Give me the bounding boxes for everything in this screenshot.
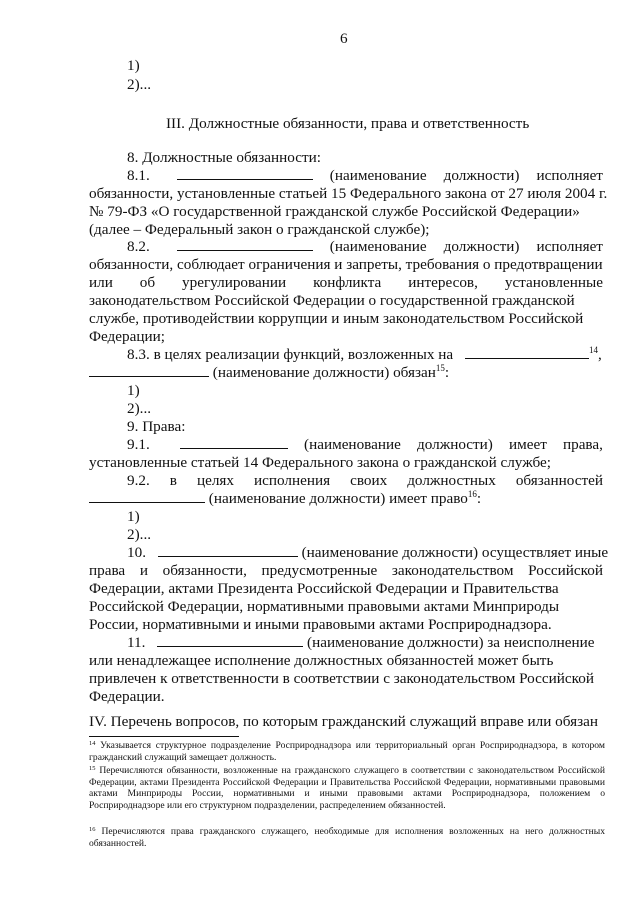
list-item: 1) bbox=[127, 382, 140, 399]
footnote-ref: 14 bbox=[588, 345, 598, 355]
text-line bbox=[89, 562, 603, 580]
blank-line bbox=[158, 544, 298, 557]
text-line bbox=[89, 490, 481, 508]
text-line: (наименование должности) имеет право bbox=[208, 490, 468, 507]
text-line: привлечен к ответственности в соответствии с законодательством Российской bbox=[89, 670, 594, 687]
text-line: России, нормативными и иными правовыми актами Росприроднадзора. bbox=[89, 616, 552, 633]
text-word: целях bbox=[196, 472, 234, 489]
item-number: 9.2. bbox=[127, 472, 150, 489]
item-number: 8.2. bbox=[127, 238, 150, 255]
punctuation: : bbox=[476, 490, 482, 507]
blank-line bbox=[177, 167, 313, 180]
footnote-text: Перечисляются права гражданского служащего, необходимые для исполнения возложенных на него должностных обязанностей. bbox=[89, 826, 605, 849]
item-number: 10. bbox=[127, 544, 146, 561]
text-word: (наименование bbox=[329, 238, 427, 255]
text-word: имеет bbox=[508, 436, 547, 453]
text-word: обязанности, bbox=[162, 562, 247, 579]
text-word: (наименование bbox=[304, 436, 401, 453]
page-number: 6 bbox=[340, 30, 348, 47]
text-word: в bbox=[169, 472, 177, 489]
text-word: или bbox=[89, 274, 113, 291]
text-word: должности) bbox=[443, 238, 520, 255]
item-number: 11. bbox=[127, 634, 146, 651]
text-line: (далее – Федеральный закон о гражданской службе); bbox=[89, 221, 430, 238]
text-line: установленные статьей 14 Федерального закона о гражданской службе; bbox=[89, 454, 551, 471]
text-line: № 79-ФЗ «О государственной гражданской службе Российской Федерации» bbox=[89, 203, 580, 220]
paragraph-8-1 bbox=[127, 167, 603, 185]
footnote-ref: 15 bbox=[435, 363, 445, 373]
section-title: IV. Перечень вопросов, по которым гражданский служащий вправе или обязан bbox=[89, 713, 598, 730]
text-line: Российской Федерации, нормативными правовыми актами Минприроды bbox=[89, 598, 560, 615]
text-line bbox=[89, 364, 449, 382]
footnote bbox=[89, 826, 605, 849]
text-word: (наименование bbox=[329, 167, 427, 184]
text-word: исполняет bbox=[536, 167, 603, 184]
paragraph-heading: 9. Права: bbox=[127, 418, 186, 435]
list-item: 1) bbox=[127, 57, 140, 74]
footnote bbox=[89, 740, 605, 763]
text-word: должности) bbox=[417, 436, 493, 453]
text-word: и bbox=[139, 562, 148, 579]
list-item: 2)... bbox=[127, 400, 152, 417]
paragraph-heading: 8. Должностные обязанности: bbox=[127, 149, 321, 166]
text-word: должности) bbox=[443, 167, 520, 184]
text-word: законодательством bbox=[391, 562, 514, 579]
item-number: 8.1. bbox=[127, 167, 150, 184]
text-line: законодательством Российской Федерации о государственной гражданской bbox=[89, 292, 575, 309]
text-line: Федерации; bbox=[89, 328, 165, 345]
text-word: исполняет bbox=[536, 238, 603, 255]
text-word: предусмотренные bbox=[261, 562, 378, 579]
blank-line bbox=[180, 436, 288, 449]
footnote-ref: 16 bbox=[467, 489, 477, 499]
text-line: обязанности, соблюдает ограничения и запреты, требования о предотвращении bbox=[89, 256, 603, 273]
text-word: Российской bbox=[528, 562, 603, 579]
blank-line bbox=[89, 364, 209, 377]
blank-line bbox=[89, 490, 205, 503]
list-item: 2)... bbox=[127, 76, 152, 93]
text-word: установленные bbox=[504, 274, 603, 291]
paragraph-9-1 bbox=[127, 436, 603, 454]
text-word: конфликта bbox=[313, 274, 382, 291]
text-line: Федерации, актами Президента Российской Федерации и Правительства bbox=[89, 580, 559, 597]
footnote-separator bbox=[89, 736, 239, 737]
text-word: права, bbox=[562, 436, 603, 453]
text-line: службе, противодействии коррупции и иным законодательством Российской bbox=[89, 310, 584, 327]
text-line: или ненадлежащее исполнение должностных обязанностей может быть bbox=[89, 652, 554, 669]
text-word: обязанностей bbox=[515, 472, 603, 489]
footnote-number: 15 bbox=[89, 765, 96, 772]
text-word: об bbox=[139, 274, 156, 291]
footnote-number: 16 bbox=[89, 826, 96, 833]
section-title: III. Должностные обязанности, права и ответственность bbox=[166, 115, 530, 132]
text-word: должностных bbox=[407, 472, 496, 489]
text-word: права bbox=[89, 562, 126, 579]
punctuation: , bbox=[597, 346, 602, 363]
text-word: интересов, bbox=[408, 274, 478, 291]
text-line: (наименование должности) за неисполнение bbox=[307, 634, 595, 651]
text-line: (наименование должности) осуществляет иные bbox=[301, 544, 609, 561]
footnote bbox=[89, 765, 605, 811]
blank-line bbox=[177, 238, 313, 251]
footnote-text: Перечисляются обязанности, возложенные на гражданского служащего в соответствии с законодательством Российской Федерации, актами Президента Российской Федерации и Правительства Российской Федерации, нормативными правовыми актами Минприроды России, нормативными и иными правовыми актами Росприроднадзора, положением о Росприроднадзоре или его структурном подразделении, распределением обязанностей. bbox=[89, 765, 605, 811]
punctuation: : bbox=[444, 364, 450, 381]
text-line: обязанности, установленные статьей 15 Федерального закона от 27 июля 2004 г. bbox=[89, 185, 608, 202]
text-line: (наименование должности) обязан bbox=[212, 364, 436, 381]
footnote-number: 14 bbox=[89, 740, 96, 747]
text-word: своих bbox=[350, 472, 388, 489]
list-item: 2)... bbox=[127, 526, 152, 543]
list-item: 1) bbox=[127, 508, 140, 525]
text-line: Федерации. bbox=[89, 688, 165, 705]
paragraph-11 bbox=[127, 634, 595, 652]
paragraph-9-2 bbox=[127, 472, 603, 490]
text-word: исполнения bbox=[253, 472, 331, 489]
paragraph-10 bbox=[127, 544, 608, 562]
item-number: 9.1. bbox=[127, 436, 150, 453]
blank-line bbox=[465, 346, 589, 359]
paragraph-8-3 bbox=[127, 346, 602, 364]
footnote-text: Указывается структурное подразделение Росприроднадзора или территориальный орган Росприроднадзора, в котором гражданский служащий замещает должность. bbox=[89, 740, 605, 763]
text-word: урегулировании bbox=[182, 274, 287, 291]
blank-line bbox=[157, 634, 303, 647]
text-line: 8.3. в целях реализации функций, возложенных на bbox=[127, 346, 454, 363]
text-line bbox=[89, 274, 603, 292]
paragraph-8-2 bbox=[127, 238, 603, 256]
